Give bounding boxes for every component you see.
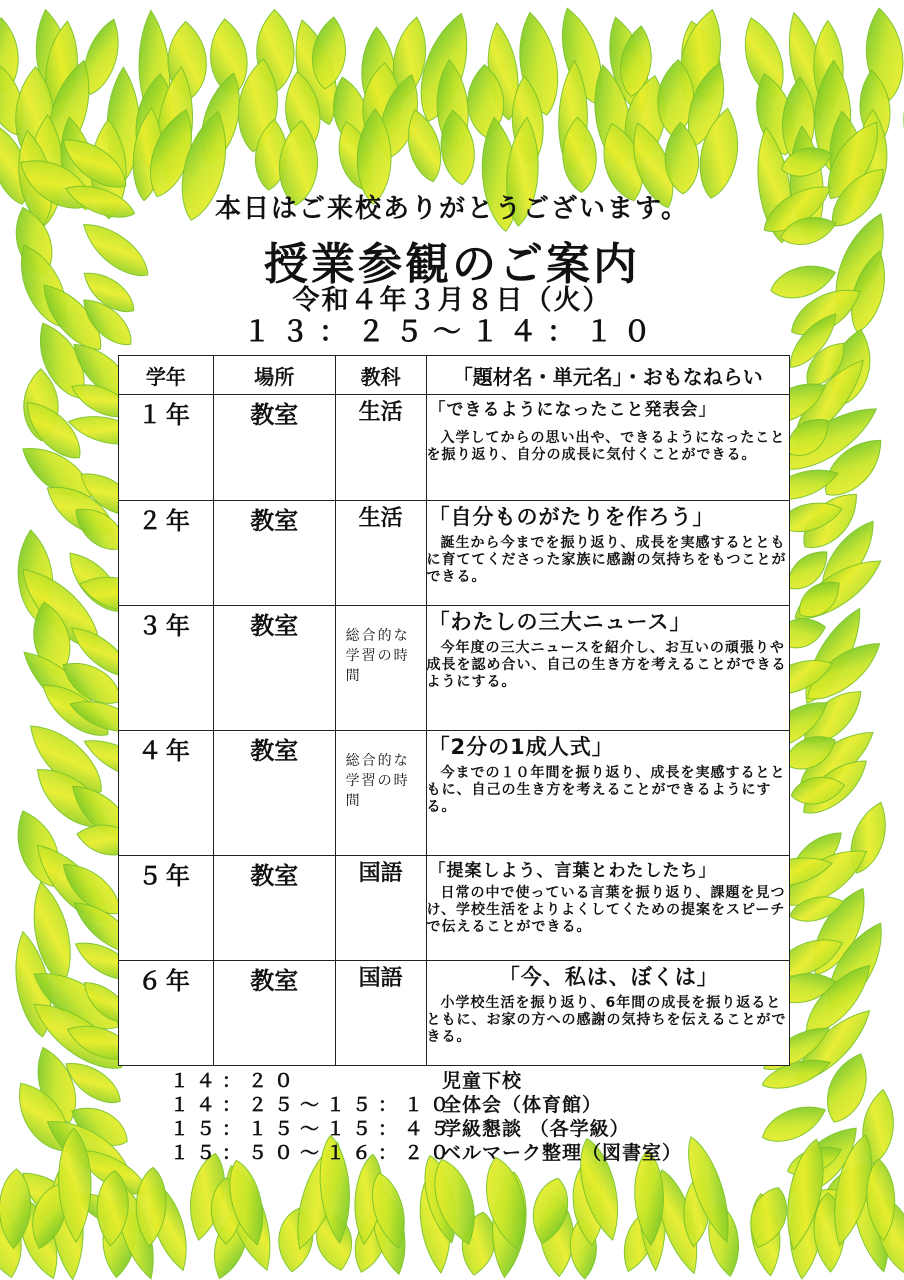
schedule-event: ベルマーク整理（図書室） <box>442 1142 683 1164</box>
notes-cell <box>426 501 789 606</box>
subject-cell: 総合的な学習の時間 <box>335 606 426 731</box>
notes-cell <box>426 961 789 1066</box>
place-cell: 教室 <box>213 856 335 961</box>
theme-title: 「わたしの三大ニュース」 <box>428 610 692 634</box>
aim-text: 小学校生活を振り返り、6年間の成長を振り返るとともに、お家の方への感謝の気持ちを伝えることができる。 <box>426 995 787 1045</box>
grade-cell: ２年 <box>119 501 214 606</box>
header-grade: 学年 <box>119 356 214 395</box>
event-date: 令和４年３月８日（火） <box>292 285 612 316</box>
subject-cell: 生活 <box>335 501 426 606</box>
notes-cell <box>426 856 789 961</box>
schedule-event: 全体会（体育館） <box>442 1094 603 1116</box>
aim-text: 入学してからの思い出や、できるようになったことを振り返り、自分の成長に気付くことができる。 <box>426 430 786 463</box>
class-observation-table <box>118 355 790 1066</box>
greeting-text: 本日はご来校ありがとうございます。 <box>215 194 689 224</box>
header-subject: 教科 <box>335 356 426 395</box>
table-header-row <box>119 356 790 395</box>
schedule-time: １４：２０ <box>170 1070 301 1092</box>
place-cell: 教室 <box>213 961 335 1066</box>
list-item <box>170 1114 730 1138</box>
aim-text: 今までの１０年間を振り返り、成長を実感するとともに、自己の生き方を考えることができるようにする。 <box>426 765 786 815</box>
notes-cell <box>426 395 789 501</box>
table-row <box>119 731 790 856</box>
table-row <box>119 501 790 606</box>
schedule-time: １４：２５～１５：１０ <box>170 1094 457 1116</box>
grade-cell: ３年 <box>119 606 214 731</box>
table-row <box>119 961 790 1066</box>
theme-title: 「2分の1成人式」 <box>428 735 614 759</box>
list-item <box>170 1138 730 1162</box>
grade-cell: ４年 <box>119 731 214 856</box>
aim-text: 日常の中で使っている言葉を振り返り、課題を見つけ、学校生活をよりよくしてくための提案をスピーチで伝えることができる。 <box>426 885 786 935</box>
aim-text: 今年度の三大ニュースを紹介し、お互いの頑張りや成長を認め合い、自己の生き方を考えることができるようにする。 <box>426 640 787 690</box>
header-theme-aim: 「題材名・単元名」・おもなねらい <box>426 356 789 395</box>
theme-title: 「自分ものがたりを作ろう」 <box>428 505 715 529</box>
header-place: 場所 <box>213 356 335 395</box>
aim-text: 誕生から今までを振り返り、成長を実感するとともに育ててくださった家族に感謝の気持ちをもつことができる。 <box>426 535 787 585</box>
grade-cell: ６年 <box>119 961 214 1066</box>
schedule-event: 児童下校 <box>442 1070 523 1092</box>
subject-cell: 総合的な学習の時間 <box>335 731 426 856</box>
table-row <box>119 856 790 961</box>
place-cell: 教室 <box>213 731 335 856</box>
list-item <box>170 1066 730 1090</box>
notes-cell <box>426 731 789 856</box>
theme-title: 「今、私は、ぼくは」 <box>498 965 719 989</box>
theme-title: 「できるようになったこと発表会」 <box>428 400 717 420</box>
schedule-time: １５：５０～１６：２０ <box>170 1142 457 1164</box>
schedule-time: １５：１５～１５：４５ <box>170 1118 457 1140</box>
grade-cell: １年 <box>119 395 214 501</box>
table-row <box>119 606 790 731</box>
page-title: 授業参観のご案内 <box>264 239 640 290</box>
subject-cell: 国語 <box>335 961 426 1066</box>
place-cell: 教室 <box>213 501 335 606</box>
place-cell: 教室 <box>213 395 335 501</box>
notes-cell <box>426 606 789 731</box>
grade-cell: ５年 <box>119 856 214 961</box>
schedule-event: 学級懇談 （各学級） <box>442 1118 630 1140</box>
subject-cell: 国語 <box>335 856 426 961</box>
theme-title: 「提案しよう、言葉とわたしたち」 <box>428 861 717 881</box>
list-item <box>170 1090 730 1114</box>
after-schedule-list <box>170 1066 730 1162</box>
table-row <box>119 395 790 501</box>
place-cell: 教室 <box>213 606 335 731</box>
event-time: １３：２５～１４：１０ <box>242 315 661 348</box>
subject-cell: 生活 <box>335 395 426 501</box>
